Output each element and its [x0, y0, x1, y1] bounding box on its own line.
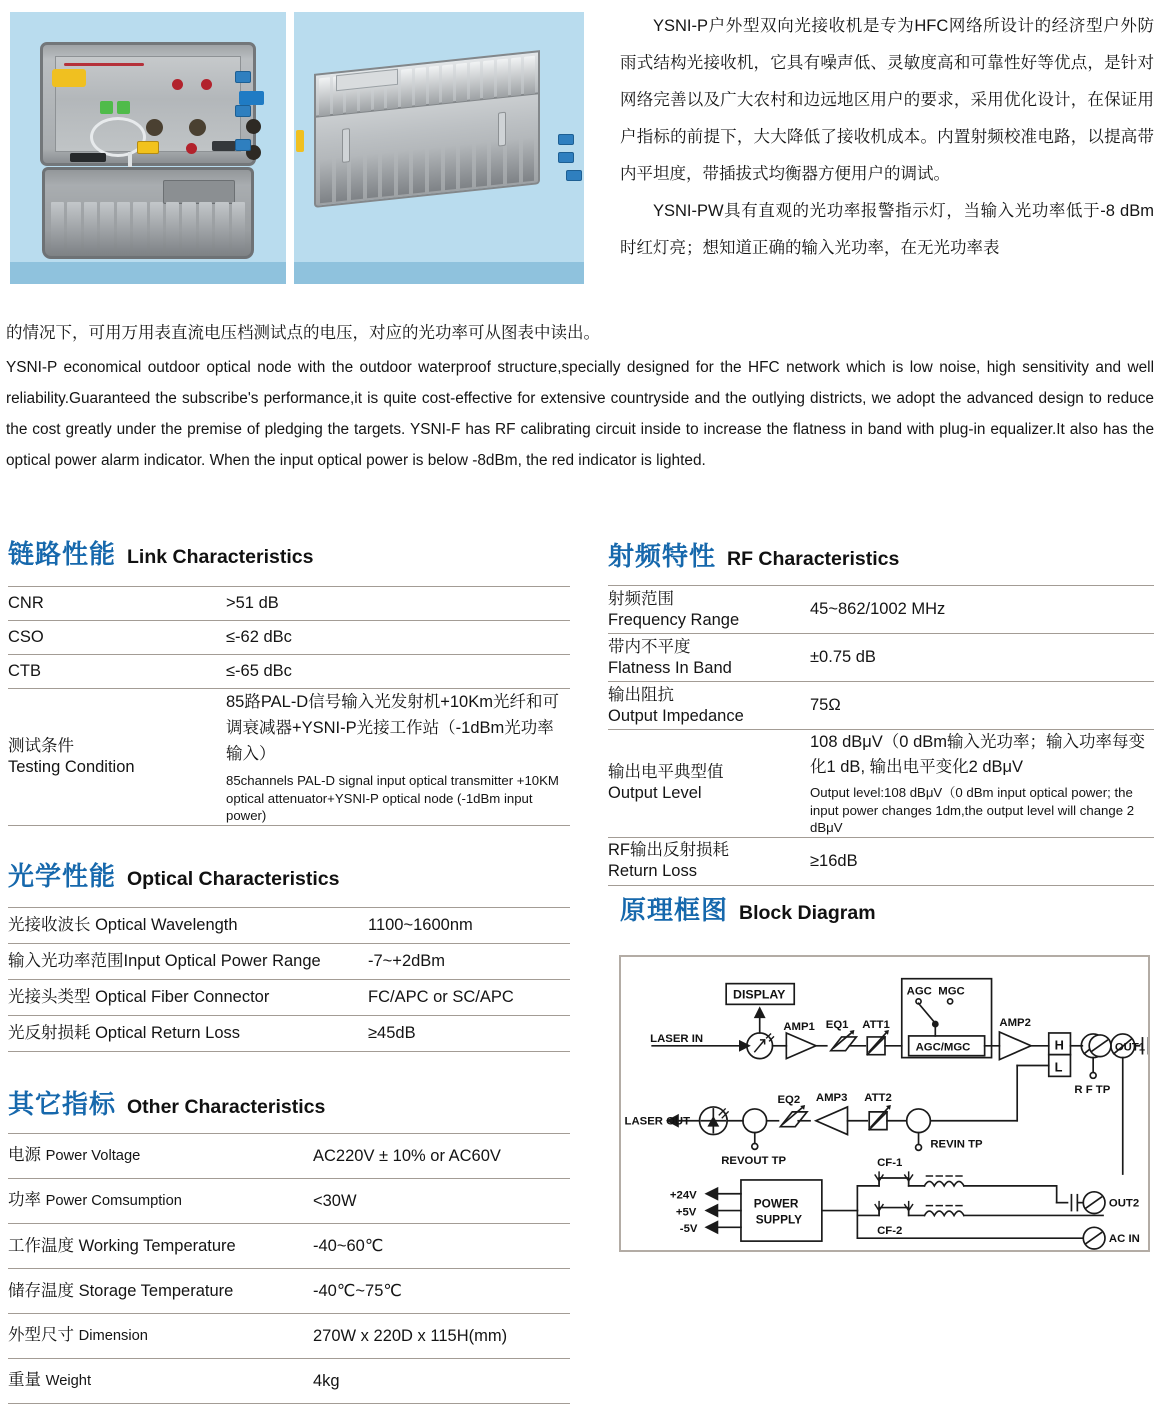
mgc-contact-dot [948, 999, 953, 1004]
rf-characteristics-table [608, 585, 1154, 886]
link-row-value: ≤-62 dBc [226, 628, 292, 646]
label-power-supply-line2: SUPPLY [755, 1212, 803, 1227]
label-out2: OUT2 [1108, 1197, 1140, 1210]
other-row-key: 工作温度 Working Temperature [8, 1236, 236, 1255]
optical-heading-en: Optical Characteristics [127, 868, 340, 890]
label-5v-positive: +5V [675, 1206, 697, 1219]
housing-port-3 [566, 170, 582, 181]
intro-english: YSNI-P economical outdoor optical node with the outdoor waterproof structure,specially designed for the HFC network which is low noise, high sensitivity and well reliability.Guaranteed the subscribe's performance,it is quite cost-effective for extensive countryside and the outlying districts, we adopt the advanced design to reduce the cost greatly under the premise of pledging the targets. YSNI-F has RF calibrating circuit inside to increase the flatness in band with plug-in equalizer.It also has the optical power alarm indicator. When the input optical power is below -8dBm, the red indicator is lighted. [6, 359, 1154, 469]
f-connectors [1083, 1035, 1111, 1249]
label-mgc: MGC [938, 985, 965, 998]
link-row-key: CTB [8, 662, 41, 680]
rf-row-key: 射频范围 Frequency Range [608, 589, 740, 629]
switch-lever [919, 1003, 935, 1022]
label-display: DISPLAY [733, 987, 786, 1002]
table-row [608, 837, 1154, 885]
section-optical-characteristics [8, 856, 570, 1052]
cf1-bridge [879, 1178, 909, 1186]
label-agc: AGC [906, 985, 932, 998]
optical-row-key: 光接收波长 Optical Wavelength [8, 916, 238, 934]
table-row [8, 1224, 570, 1269]
rf-row-key-output-level: 输出电平典型值 Output Level [608, 763, 724, 803]
arrow-to-display [754, 1006, 766, 1018]
optical-row-value: -7~+2dBm [368, 952, 446, 970]
label-h-port: H [1054, 1037, 1064, 1053]
other-section-heading [8, 1084, 570, 1121]
link-row-value-testing-condition: 85路PAL-D信号输入光发射机+10Km光纤和可调衰减器+YSNI-P光接工作站（-1dBm光功率输入） 85channels PAL-D signal input optical transmitter +10KM optical attenuator+YSNI-P optical node (-1dBm input power) [226, 693, 559, 823]
table-row [8, 944, 570, 980]
label-amp2: AMP2 [999, 1017, 1031, 1030]
cf2-arrow-right [905, 1202, 913, 1214]
rf-port-mid [235, 105, 251, 117]
product-photo-closed-housing [294, 12, 584, 284]
table-row [8, 908, 570, 944]
link-row-key-testing-condition: 测试条件 Testing Condition [8, 736, 135, 776]
table-row [8, 1314, 570, 1359]
revin-coupler [907, 1109, 931, 1133]
rf-row-key: 输出阻抗 Output Impedance [608, 685, 744, 725]
blue-equalizer [239, 91, 264, 105]
label-cf2: CF-2 [877, 1225, 903, 1238]
table-row [8, 980, 570, 1016]
cf2-bridge [879, 1208, 909, 1216]
label-laser-in: LASER IN [650, 1032, 704, 1045]
link-heading-cn: 链路性能 [8, 539, 117, 569]
optical-heading-cn: 光学性能 [8, 861, 117, 891]
intro-cn-paragraph-2: YSNI-PW具有直观的光功率报警指示灯，当输入光功率低于-8 dBm时红灯亮；想知道正确的输入光功率，在无光功率表 [620, 202, 1154, 257]
revout-tp-point [752, 1143, 758, 1149]
other-row-value: -40~60℃ [313, 1236, 384, 1255]
arrow-laser-in [739, 1040, 751, 1052]
intro-cn-paragraph-1: YSNI-P户外型双向光接收机是专为HFC网络所设计的经济型户外防雨式结构光接收机，它具有噪声低、灵敏度高和可靠性好等优点，是针对网络完善以及广大农村和边远地区用户的要求，采用优化设计，在保证用户指标的前提下，大大降低了接收机成本。内置射频校准电路，以提高带内平坦度，带插拔式均衡器方便用户的调试。 [620, 17, 1154, 183]
arrow-5vn [704, 1220, 718, 1234]
label-power-supply-line1: POWER [753, 1196, 799, 1211]
label-amp1: AMP1 [783, 1021, 815, 1034]
inductor-1 [924, 1181, 963, 1185]
photodiode-glyph [755, 1040, 765, 1052]
other-row-key: 功率 Power Comsumption [8, 1191, 182, 1209]
block-diagram-svg [621, 957, 1148, 1250]
optical-row-key: 光接头类型 Optical Fiber Connector [8, 988, 270, 1006]
amp3-triangle [816, 1107, 848, 1135]
product-photo-open-enclosure [10, 12, 286, 284]
revout-coupler [743, 1109, 767, 1133]
rf-row-value: 75Ω [810, 696, 841, 714]
table-row [8, 1134, 570, 1179]
other-row-value: AC220V ± 10% or AC60V [313, 1146, 501, 1165]
amp1-triangle [786, 1033, 816, 1059]
yellow-handle [52, 69, 86, 87]
photo-floor-band-2 [294, 262, 584, 284]
table-row [8, 1179, 570, 1224]
housing-lower-fins [320, 137, 534, 203]
cf1-arrow-left [875, 1172, 883, 1184]
fiber-adapter-b [117, 101, 130, 114]
table-row [8, 655, 570, 689]
housing-port-1 [558, 134, 574, 145]
section-block-diagram [620, 890, 1154, 927]
label-ac-in: AC IN [1108, 1233, 1140, 1246]
revin-tp-point [916, 1144, 922, 1150]
rf-port-top [235, 71, 251, 83]
label-laser-out: LASER OUT [624, 1115, 691, 1128]
other-row-value: -40℃~75℃ [313, 1281, 402, 1300]
block-diagram-heading-en: Block Diagram [739, 902, 876, 924]
port-hole-2 [189, 119, 206, 136]
rf-row-key: RF输出反射损耗 Return Loss [608, 841, 729, 880]
port-hole-3 [246, 119, 261, 134]
intro-chinese-top [620, 8, 1154, 267]
other-heading-en: Other Characteristics [127, 1096, 326, 1118]
section-rf-characteristics [608, 536, 1154, 886]
rf-row-value: ≥16dB [810, 851, 858, 870]
link-row-key: CSO [8, 628, 44, 646]
optical-row-value: ≥45dB [368, 1024, 416, 1042]
label-eq2: EQ2 [777, 1094, 801, 1107]
fiber-adapter-a [100, 101, 113, 114]
link-characteristics-table [8, 586, 570, 826]
label-revout-tp: REVOUT TP [721, 1155, 787, 1168]
arrow-5vp [704, 1204, 718, 1218]
label-rf-tp: R F TP [1074, 1084, 1111, 1097]
rf-row-value: ±0.75 dB [810, 648, 876, 666]
housing-port-2 [558, 152, 574, 163]
other-row-key: 电源 Power Voltage [8, 1146, 141, 1164]
block-diagram-heading [620, 890, 1154, 927]
silk-stripe [64, 63, 144, 66]
inductor-2 [924, 1211, 963, 1215]
label-amp3: AMP3 [815, 1092, 848, 1105]
section-link-characteristics [8, 534, 570, 826]
test-point-red-1 [172, 79, 183, 90]
optical-section-heading [8, 856, 570, 893]
intro-chinese-tail: 的情况下，可用万用表直流电压档测试点的电压，对应的光功率可从图表中读出。 [6, 324, 600, 342]
other-heading-cn: 其它指标 [8, 1089, 117, 1119]
table-row [8, 689, 570, 826]
label-5v-negative: -5V [679, 1223, 698, 1236]
other-row-value: 4kg [313, 1371, 340, 1390]
table-row [8, 1359, 570, 1404]
table-row [608, 682, 1154, 730]
enclosure-inner-panel [55, 56, 241, 152]
optical-row-key: 输入光功率范围Input Optical Power Range [8, 952, 321, 970]
table-row [8, 621, 570, 655]
optical-row-value: 1100~1600nm [368, 916, 473, 934]
link-row-key: CNR [8, 594, 44, 612]
other-row-key: 重量 Weight [8, 1371, 92, 1389]
cf2-arrow-left [875, 1202, 883, 1214]
label-eq1: EQ1 [825, 1019, 849, 1032]
label-out1: OUT1 [1114, 1041, 1146, 1054]
rf-section-heading [608, 536, 1154, 573]
other-row-key: 储存温度 Storage Temperature [8, 1281, 234, 1300]
cf1-arrow-right [905, 1172, 913, 1184]
label-cf1: CF-1 [877, 1157, 903, 1170]
latch-bolt-right [498, 112, 506, 147]
connector-block [70, 153, 106, 162]
table-row [8, 1016, 570, 1052]
table-row [8, 587, 570, 621]
table-row [608, 634, 1154, 682]
rf-tp-point [1090, 1072, 1096, 1078]
rf-row-key: 带内不平度 Flatness In Band [608, 637, 732, 677]
table-row [608, 730, 1154, 838]
enclosure-lid [40, 42, 256, 166]
section-other-characteristics [8, 1084, 570, 1404]
label-revin-tp: REVIN TP [930, 1138, 983, 1151]
photo-floor-band [10, 262, 286, 284]
other-row-value: <30W [313, 1191, 357, 1210]
optical-row-value: FC/APC or SC/APC [368, 988, 514, 1006]
link-heading-en: Link Characteristics [127, 546, 314, 568]
latch-bolt-left [342, 128, 350, 163]
other-characteristics-table [8, 1133, 570, 1404]
rf-port-bottom [235, 139, 251, 151]
rf-heading-en: RF Characteristics [727, 548, 900, 570]
rf-row-value: 45~862/1002 MHz [810, 600, 946, 618]
block-diagram-heading-cn: 原理框图 [620, 895, 729, 925]
label-24v: +24V [669, 1189, 697, 1202]
enclosure-base [42, 167, 254, 259]
optical-row-key: 光反射损耗 Optical Return Loss [8, 1024, 240, 1042]
block-diagram-figure [619, 955, 1150, 1252]
arrow-24v [704, 1187, 718, 1201]
port-hole-1 [146, 119, 163, 136]
table-row [8, 1269, 570, 1314]
rf-row-value-output-level: 108 dBμV（0 dBm输入光功率；输入功率每变化1 dB, 输出电平变化2 dBμV Output level:108 dBμV（0 dBm input optical power; the input power changes 1dm,the output level will change 2 dBμV [810, 733, 1145, 835]
table-row [608, 586, 1154, 634]
base-heatsink-fins [51, 202, 245, 252]
amp2-triangle [999, 1032, 1031, 1060]
other-row-key: 外型尺寸 Dimension [8, 1326, 148, 1344]
housing-yellow-tab [296, 130, 304, 152]
other-row-value: 270W x 220D x 115H(mm) [313, 1326, 508, 1345]
label-l-port: L [1054, 1059, 1063, 1075]
test-point-red-2 [201, 79, 212, 90]
base-terminal-strip [163, 180, 235, 204]
label-att2: ATT2 [864, 1092, 892, 1105]
header-media-area [0, 0, 1160, 300]
link-section-heading [8, 534, 570, 571]
optical-characteristics-table [8, 907, 570, 1052]
rf-heading-cn: 射频特性 [608, 541, 717, 571]
switch-module [212, 141, 236, 151]
link-row-value: >51 dB [226, 594, 279, 612]
label-att1: ATT1 [862, 1019, 890, 1032]
link-row-value: ≤-65 dBc [226, 662, 292, 680]
label-agc-mgc: AGC/MGC [915, 1041, 971, 1054]
